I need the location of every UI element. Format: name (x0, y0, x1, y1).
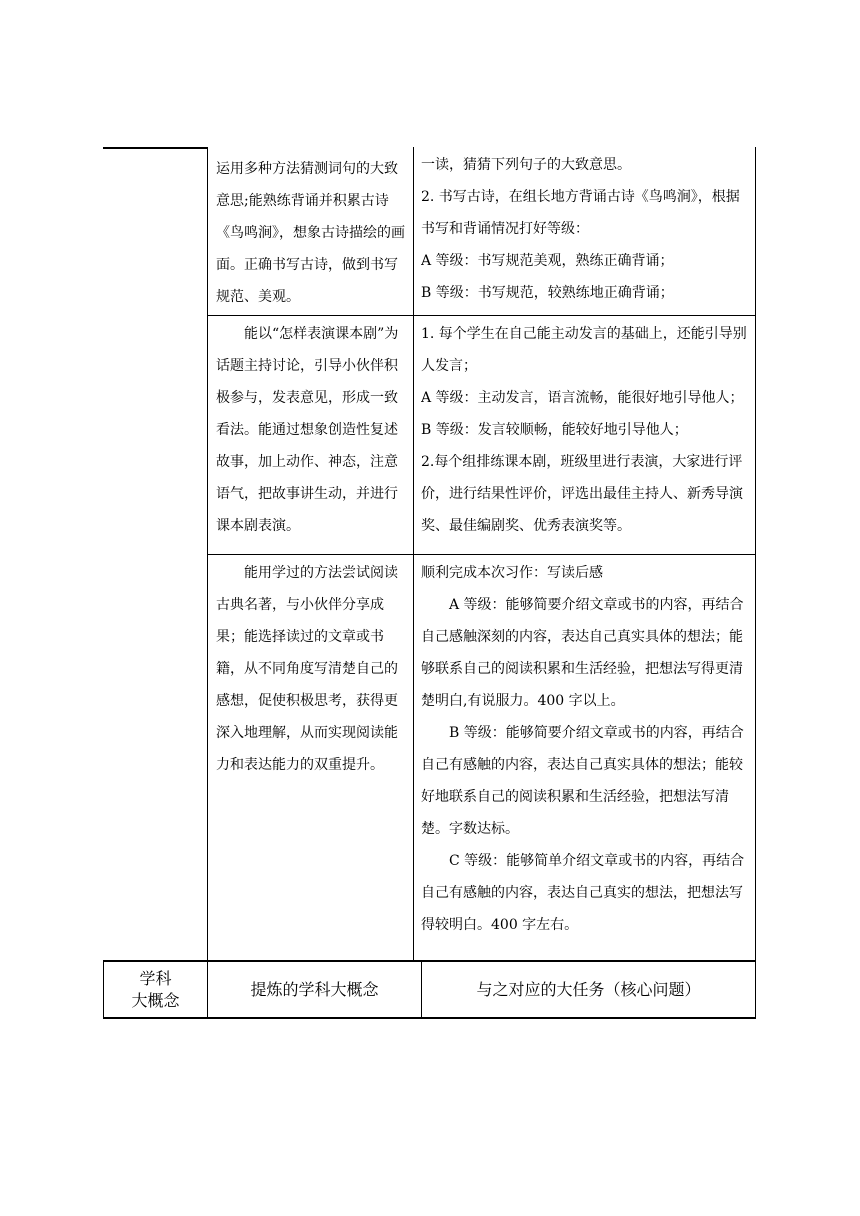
criteria-line: B 等级：能够简要介绍文章或书的内容，再结合自己有感触的内容，表达自己真实具体的想法；能较好地联系自己的阅读积累和生活经验，把想法写清楚。字数达标。 (421, 725, 744, 837)
header-task-label: 与之对应的大任务（核心问题） (476, 979, 701, 999)
criteria-line: 1. 每个学生在自己能主动发言的基础上，还能引导别人发言； (421, 326, 747, 374)
criteria-line: 2. 书写古诗，在组长地方背诵古诗《鸟鸣涧》，根据书写和背诵情况打好等级： (421, 189, 740, 237)
target-cell-2 (216, 318, 408, 552)
criteria-line: B 等级：书写规范，较熟练地正确背诵； (421, 285, 674, 301)
header-concept-label: 提炼的学科大概念 (250, 979, 379, 999)
target-text-1: 运用多种方法猜测词句的大致意思;能熟练背诵并积累古诗《鸟鸣涧》，想象古诗描绘的画面。正确书写古诗，做到书写规范、美观。 (216, 161, 405, 305)
criteria-line: A 等级：书写规范美观，熟练正确背诵； (421, 253, 674, 269)
row-divider-2 (208, 554, 756, 555)
criteria-cell-1 (421, 149, 751, 315)
target-text-3: 能用学过的方法尝试阅读古典名著，与小伙伴分享成果；能选择读过的文章或书籍，从不同角度写清楚自己的感想，促使积极思考，获得更深入地理解，从而实现阅读能力和表达能力的双重提升。 (216, 565, 398, 773)
criteria-line: 一读，猜猜下列句子的大致意思。 (421, 157, 631, 173)
col-divider-b-upper (413, 147, 414, 961)
table-right-rule (755, 147, 756, 1019)
header-cell-concept (208, 962, 421, 1017)
header-cell-task (422, 962, 755, 1017)
criteria-cell-2 (421, 318, 751, 552)
target-cell-1 (216, 153, 408, 315)
criteria-line: A 等级：主动发言，语言流畅，能很好地引导他人； (421, 390, 744, 406)
table-top-rule-left (103, 147, 208, 149)
criteria-line: 顺利完成本次习作：写读后感 (421, 565, 603, 581)
header-subject-line2: 大概念 (131, 990, 180, 1010)
row-divider-1 (208, 315, 756, 316)
table-bottom-rule (103, 1017, 756, 1019)
criteria-line: 2.每个组排练课本剧，班级里进行表演，大家进行评价，进行结果性评价，评选出最佳主持人、新秀导演奖、最佳编剧奖、优秀表演奖等。 (421, 454, 743, 534)
criteria-line: A 等级：能够简要介绍文章或书的内容，再结合自己感触深刻的内容，表达自己真实具体的想法；能够联系自己的阅读积累和生活经验，把想法写得更清楚明白,有说服力。400 字以上。 (421, 597, 744, 709)
col-divider-a (207, 147, 208, 1019)
criteria-line: B 等级：发言较顺畅，能较好地引导他人； (421, 422, 688, 438)
target-text-2: 能以“怎样表演课本剧”为话题主持讨论，引导小伙伴积极参与，发表意见，形成一致看法。能通过想象创造性复述故事，加上动作、神态，注意语气，把故事讲生动，并进行课本剧表演。 (216, 326, 399, 534)
criteria-line: C 等级：能够简单介绍文章或书的内容，再结合自己有感触的内容，表达自己真实的想法，把想法写得较明白。400 字左右。 (421, 853, 745, 933)
criteria-cell-3 (421, 557, 751, 959)
target-cell-3 (216, 557, 408, 957)
header-subject-line1: 学科 (139, 968, 172, 988)
header-cell-subject (104, 962, 207, 1017)
